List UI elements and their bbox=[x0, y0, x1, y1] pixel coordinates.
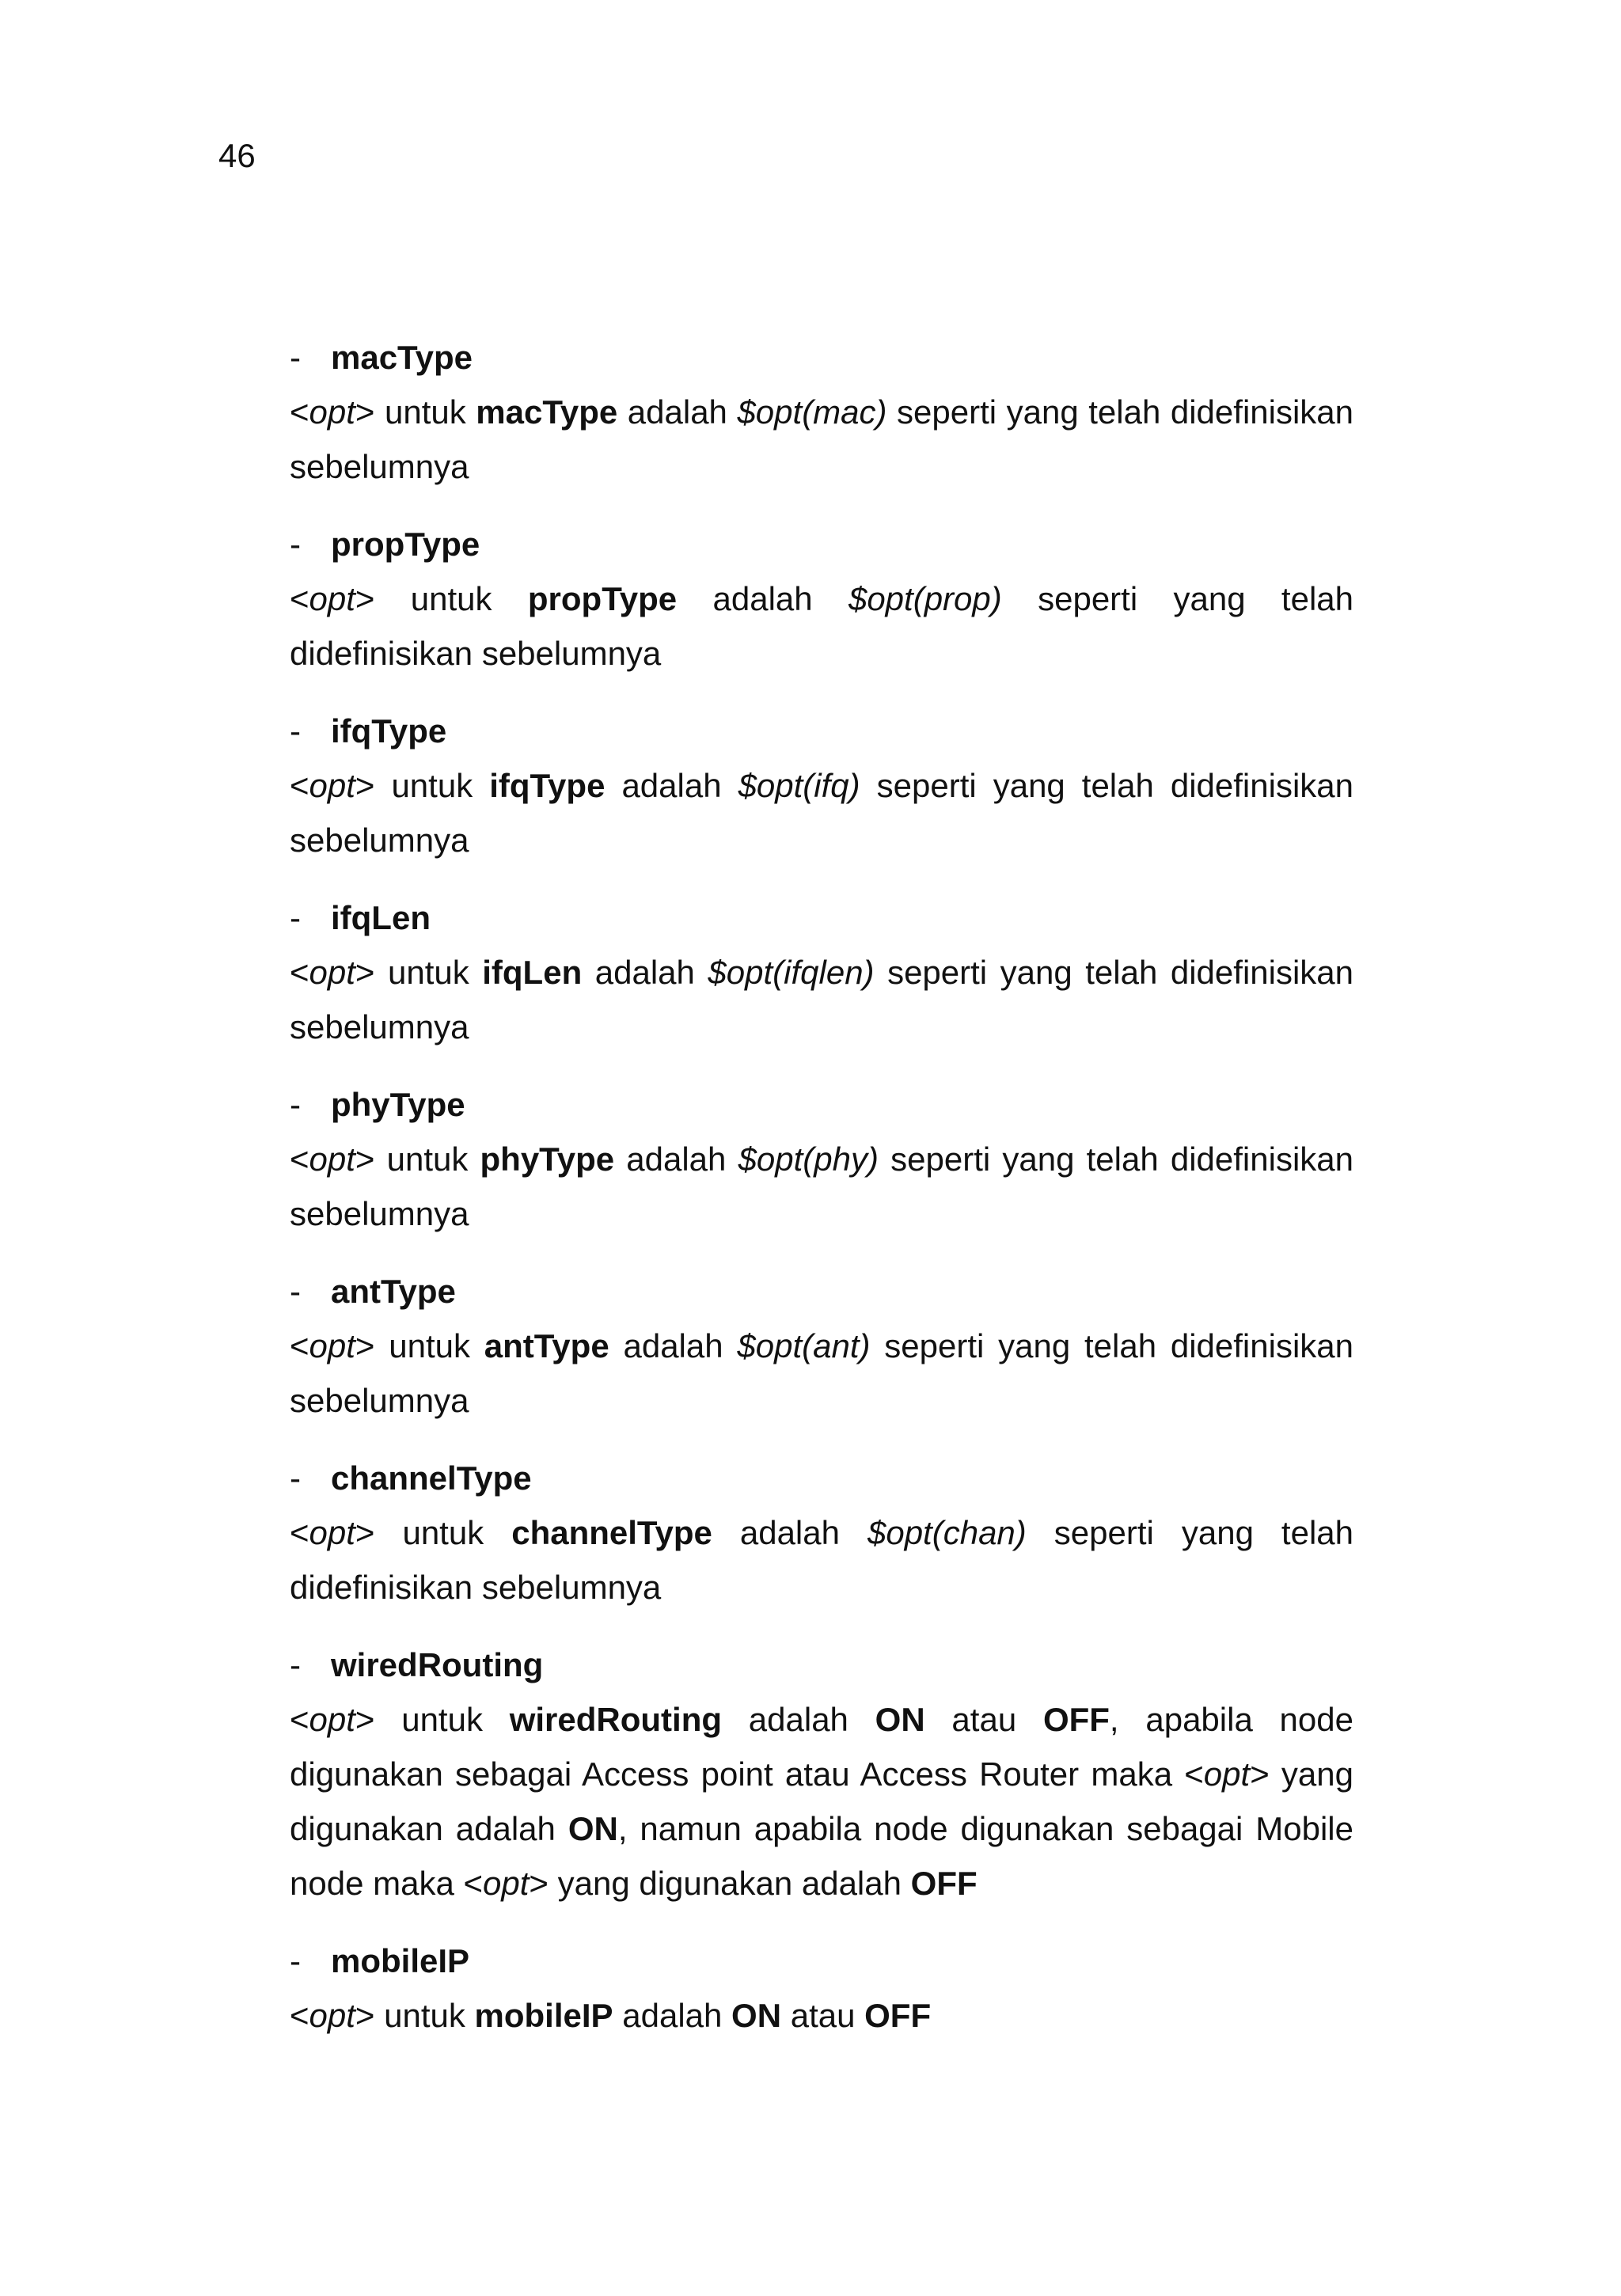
text-run: adalah bbox=[605, 767, 738, 804]
text-run: seperti yang telah didefinisikan sebelumnya bbox=[290, 1327, 1353, 1419]
entry-term: antType bbox=[331, 1273, 456, 1310]
text-run: > untuk bbox=[355, 954, 483, 991]
text-run: adalah bbox=[677, 580, 848, 617]
entry-term: ifqLen bbox=[331, 899, 431, 936]
italic-text: $opt(ifqlen) bbox=[708, 954, 875, 991]
entry-title bbox=[290, 331, 1353, 385]
bold-text: phyType bbox=[480, 1140, 615, 1178]
bold-text: ON bbox=[875, 1701, 925, 1738]
entry-term: ifqType bbox=[331, 712, 447, 750]
definition-entry bbox=[290, 331, 1353, 494]
entry-description bbox=[290, 1319, 1353, 1428]
text-run: > untuk bbox=[355, 767, 490, 804]
entry-term: channelType bbox=[331, 1459, 532, 1497]
text-run: adalah bbox=[613, 1997, 732, 2034]
italic-text: opt bbox=[309, 1327, 355, 1364]
text-run: < bbox=[290, 393, 309, 431]
bold-text: ifqType bbox=[489, 767, 606, 804]
definition-entry bbox=[290, 1078, 1353, 1241]
italic-text: $opt(chan) bbox=[867, 1514, 1027, 1551]
italic-text: $opt(ant) bbox=[737, 1327, 871, 1364]
text-run: adalah bbox=[582, 954, 708, 991]
definition-entry bbox=[290, 518, 1353, 681]
bold-text: OFF bbox=[910, 1865, 978, 1902]
entry-description bbox=[290, 571, 1353, 681]
bold-text: channelType bbox=[511, 1514, 712, 1551]
text-run: < bbox=[290, 954, 309, 991]
italic-text: opt bbox=[309, 1514, 355, 1551]
entry-title bbox=[290, 1452, 1353, 1505]
bold-text: OFF bbox=[864, 1997, 932, 2034]
text-run: < bbox=[290, 1327, 309, 1364]
list-dash: - bbox=[290, 1646, 301, 1683]
text-run: adalah bbox=[617, 393, 738, 431]
definition-list bbox=[290, 331, 1353, 2066]
italic-text: opt bbox=[309, 1140, 355, 1178]
entry-title bbox=[290, 1934, 1353, 1988]
entry-title bbox=[290, 704, 1353, 758]
entry-description bbox=[290, 1692, 1353, 1911]
italic-text: opt bbox=[309, 393, 355, 431]
italic-text: $opt(phy) bbox=[738, 1140, 879, 1178]
bold-text: mobileIP bbox=[474, 1997, 613, 2034]
list-dash: - bbox=[290, 899, 301, 936]
text-run: > yang digunakan adalah bbox=[529, 1865, 911, 1902]
definition-entry bbox=[290, 1265, 1353, 1428]
italic-text: opt bbox=[1203, 1755, 1251, 1793]
text-run: adalah bbox=[712, 1514, 867, 1551]
text-run: > untuk bbox=[355, 1701, 510, 1738]
text-run: seperti yang telah didefinisikan sebelumnya bbox=[290, 580, 1354, 672]
definition-entry bbox=[290, 704, 1353, 867]
entry-term: mobileIP bbox=[331, 1942, 470, 1979]
list-dash: - bbox=[290, 1942, 301, 1979]
bold-text: ON bbox=[731, 1997, 782, 2034]
text-run: < bbox=[290, 580, 309, 617]
list-dash: - bbox=[290, 712, 301, 750]
italic-text: opt bbox=[309, 767, 355, 804]
bold-text: antType bbox=[484, 1327, 609, 1364]
bold-text: ifqLen bbox=[482, 954, 583, 991]
text-run: seperti yang telah didefinisikan sebelumnya bbox=[290, 1140, 1353, 1232]
italic-text: $opt(prop) bbox=[848, 580, 1002, 617]
italic-text: opt bbox=[309, 954, 355, 991]
text-run: seperti yang telah didefinisikan sebelumnya bbox=[290, 767, 1353, 859]
entry-description bbox=[290, 1505, 1353, 1615]
text-run: > untuk bbox=[355, 393, 476, 431]
text-run: > untuk bbox=[355, 1514, 512, 1551]
entry-term: wiredRouting bbox=[331, 1646, 544, 1683]
list-dash: - bbox=[290, 1086, 301, 1123]
entry-description bbox=[290, 758, 1353, 867]
text-run: < bbox=[290, 1997, 309, 2034]
text-run: seperti yang telah didefinisikan sebelumnya bbox=[290, 954, 1354, 1046]
text-run: adalah bbox=[609, 1327, 738, 1364]
italic-text: opt bbox=[309, 580, 355, 617]
bold-text: macType bbox=[476, 393, 618, 431]
italic-text: opt bbox=[309, 1997, 355, 2034]
bold-text: ON bbox=[568, 1810, 618, 1847]
text-run: < bbox=[290, 767, 309, 804]
text-run: > untuk bbox=[355, 580, 528, 617]
text-run: atau bbox=[781, 1997, 865, 2034]
entry-title bbox=[290, 1265, 1353, 1319]
list-dash: - bbox=[290, 526, 301, 563]
text-run: > untuk bbox=[355, 1140, 480, 1178]
text-run: adalah bbox=[722, 1701, 875, 1738]
entry-description bbox=[290, 385, 1353, 494]
entry-description bbox=[290, 1132, 1353, 1241]
definition-entry bbox=[290, 1638, 1353, 1911]
entry-description bbox=[290, 1988, 1353, 2043]
bold-text: wiredRouting bbox=[509, 1701, 723, 1738]
text-run: < bbox=[290, 1140, 309, 1178]
bold-text: propType bbox=[527, 580, 678, 617]
page-number: 46 bbox=[218, 137, 256, 174]
entry-title bbox=[290, 1638, 1353, 1692]
italic-text: opt bbox=[309, 1701, 355, 1738]
italic-text: $opt(mac) bbox=[737, 393, 887, 431]
entry-term: phyType bbox=[331, 1086, 465, 1123]
entry-term: propType bbox=[331, 526, 480, 563]
entry-term: macType bbox=[331, 339, 473, 376]
definition-entry bbox=[290, 891, 1353, 1054]
list-dash: - bbox=[290, 1459, 301, 1497]
text-run: > yang digunakan adalah bbox=[290, 1755, 1353, 1847]
bold-text: OFF bbox=[1042, 1701, 1110, 1738]
entry-title bbox=[290, 1078, 1353, 1132]
definition-entry bbox=[290, 1452, 1353, 1615]
text-run: adalah bbox=[614, 1140, 738, 1178]
list-dash: - bbox=[290, 339, 301, 376]
list-dash: - bbox=[290, 1273, 301, 1310]
text-run: < bbox=[290, 1701, 309, 1738]
text-run: > untuk bbox=[355, 1997, 475, 2034]
text-run: , apabila node digunakan sebagai Access point atau Access Router maka < bbox=[290, 1701, 1353, 1793]
text-run: < bbox=[290, 1514, 309, 1551]
text-run: > untuk bbox=[355, 1327, 484, 1364]
italic-text: opt bbox=[483, 1865, 530, 1902]
text-run: seperti yang telah didefinisikan sebelumnya bbox=[290, 1514, 1354, 1606]
text-run: , namun apabila node digunakan sebagai Mobile node maka < bbox=[290, 1810, 1353, 1902]
text-run: atau bbox=[924, 1701, 1043, 1738]
entry-title bbox=[290, 518, 1353, 571]
entry-description bbox=[290, 945, 1353, 1054]
italic-text: $opt(ifq) bbox=[738, 767, 860, 804]
definition-entry bbox=[290, 1934, 1353, 2043]
entry-title bbox=[290, 891, 1353, 945]
text-run: seperti yang telah didefinisikan sebelumnya bbox=[290, 393, 1354, 485]
